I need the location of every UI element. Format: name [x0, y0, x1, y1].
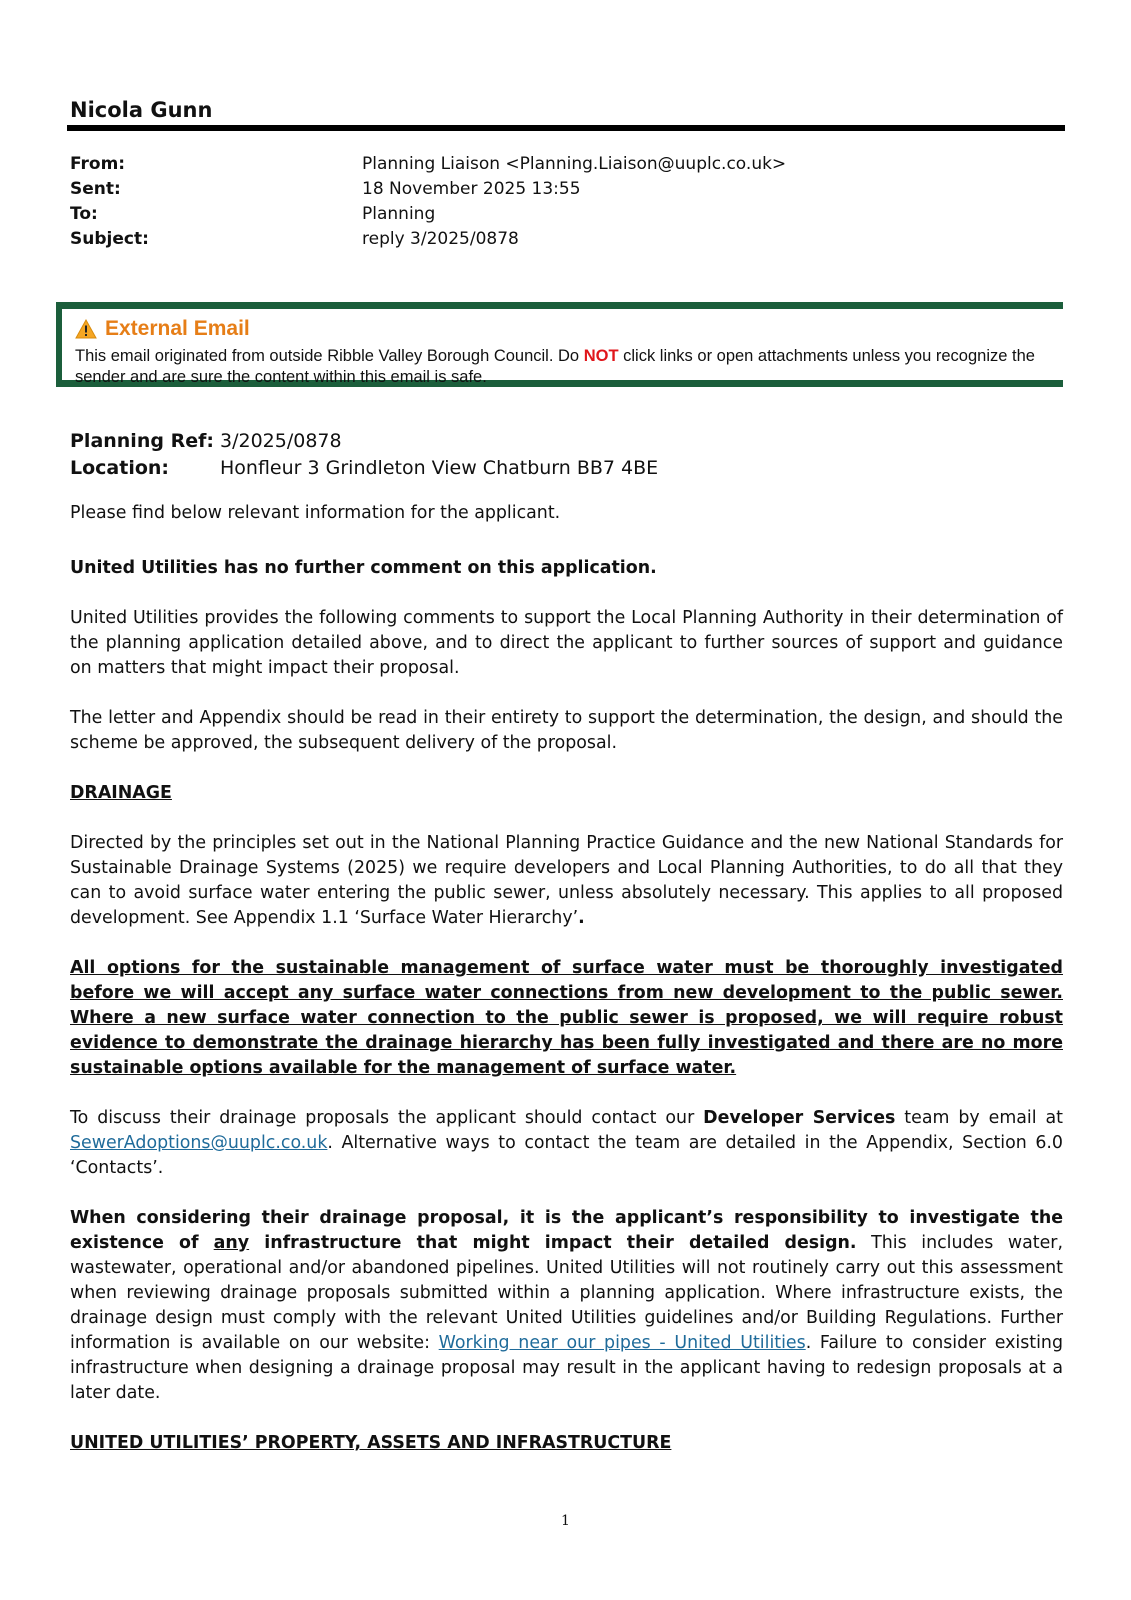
page-number: 1 [561, 1513, 570, 1529]
banner-message [75, 346, 1060, 388]
drainage-principles-paragraph [70, 831, 1063, 931]
banner-text-after: click links or open attachments unless you recognize the sender and are sure the content within this email is safe. [75, 347, 1035, 386]
to-value: Planning [362, 204, 436, 224]
dev-services-text-b: team by email at [895, 1108, 1064, 1128]
drainage-principles-text: Directed by the principles set out in the National Planning Practice Guidance and the new National Standards for Sustainable Drainage Systems (2025) we require developers and Local Planning Authorities, to do all that they can to avoid surface water entering the public sewer, unless absolutely necessary. This applies to all proposed development. See Appendix 1.1 ‘Surface Water Hierarchy’ [70, 833, 1063, 928]
subject-value: reply 3/2025/0878 [362, 229, 519, 249]
infrastructure-bold-b: infrastructure that might impact their detailed design. [249, 1233, 857, 1253]
working-near-pipes-link[interactable]: Working near our pipes - United Utilities [438, 1333, 806, 1353]
location-row [70, 455, 658, 482]
warning-icon [75, 319, 97, 339]
banner-title [75, 317, 250, 341]
infrastructure-text-a: This includes water, wastewater, operational and/or abandoned pipelines. United Utilities will not routinely carry out this assessment when reviewing drainage proposals submitted within a planning application. Where infrastructure exists, the drainage design must comply with the relevant United Utilities guidelines and/or Building Regulations. Further information is available on our website: [70, 1233, 1063, 1353]
external-email-banner [56, 302, 1063, 387]
assets-heading: UNITED UTILITIES’ PROPERTY, ASSETS AND INFRASTRUCTURE [70, 1433, 672, 1453]
planning-reference [70, 428, 658, 482]
location-label: Location: [70, 457, 170, 479]
drainage-principles-end: . [578, 908, 585, 928]
banner-text-before: This email originated from outside Ribble Valley Borough Council. Do [75, 347, 584, 365]
intro-paragraph: Please find below relevant information for the applicant. [70, 503, 561, 523]
from-label: From: [70, 154, 126, 174]
subject-label: Subject: [70, 229, 149, 249]
developer-services-label: Developer Services [703, 1108, 896, 1128]
sewer-adoptions-email-link[interactable]: SewerAdoptions@uuplc.co.uk [70, 1133, 328, 1153]
sent-label: Sent: [70, 179, 121, 199]
developer-services-paragraph [70, 1106, 1063, 1181]
planning-ref-row [70, 428, 658, 455]
from-value: Planning Liaison <Planning.Liaison@uuplc.co.uk> [362, 154, 787, 174]
comments-paragraph: United Utilities provides the following comments to support the Local Planning Authority in their determination of the planning application detailed above, and to direct the applicant to further sources of support and guidance on matters that might impact their proposal. [70, 608, 1063, 678]
banner-not-emphasis: NOT [583, 347, 619, 365]
infrastructure-bold-a: When considering their drainage proposal, it is the applicant’s responsibility to investigate the existence of [70, 1208, 1063, 1253]
letter-appendix-paragraph: The letter and Appendix should be read in their entirety to support the determination, the design, and should the scheme be approved, the subsequent delivery of the proposal. [70, 708, 1063, 753]
planning-ref-label: Planning Ref: [70, 430, 214, 452]
location-value: Honfleur 3 Grindleton View Chatburn BB7 4BE [220, 457, 659, 479]
header-divider [67, 125, 1065, 131]
no-comment-statement: United Utilities has no further comment on this application. [70, 558, 657, 578]
planning-ref-value: 3/2025/0878 [220, 430, 342, 452]
dev-services-text-c: . Alternative ways to contact the team are detailed in the Appendix, Section 6.0 ‘Contacts’. [70, 1133, 1063, 1178]
mailbox-owner-name: Nicola Gunn [70, 98, 213, 122]
infrastructure-any: any [213, 1233, 250, 1253]
infrastructure-paragraph [70, 1206, 1063, 1406]
sustainable-options-paragraph: All options for the sustainable management of surface water must be thoroughly investigated before we will accept any surface water connections from new development to the public sewer. Where a new surface water connection to the public sewer is proposed, we will require robust evidence to demonstrate the drainage hierarchy has been fully investigated and there are no more sustainable options available for the management of surface water. [70, 958, 1063, 1078]
sent-value: 18 November 2025 13:55 [362, 179, 581, 199]
drainage-heading: DRAINAGE [70, 783, 172, 803]
to-label: To: [70, 204, 98, 224]
banner-title-text: External Email [105, 317, 250, 340]
dev-services-text-a: To discuss their drainage proposals the applicant should contact our [70, 1108, 704, 1128]
infrastructure-text-b: . Failure to consider existing infrastructure when designing a drainage proposal may result in the applicant having to redesign proposals at a later date. [70, 1333, 1063, 1403]
